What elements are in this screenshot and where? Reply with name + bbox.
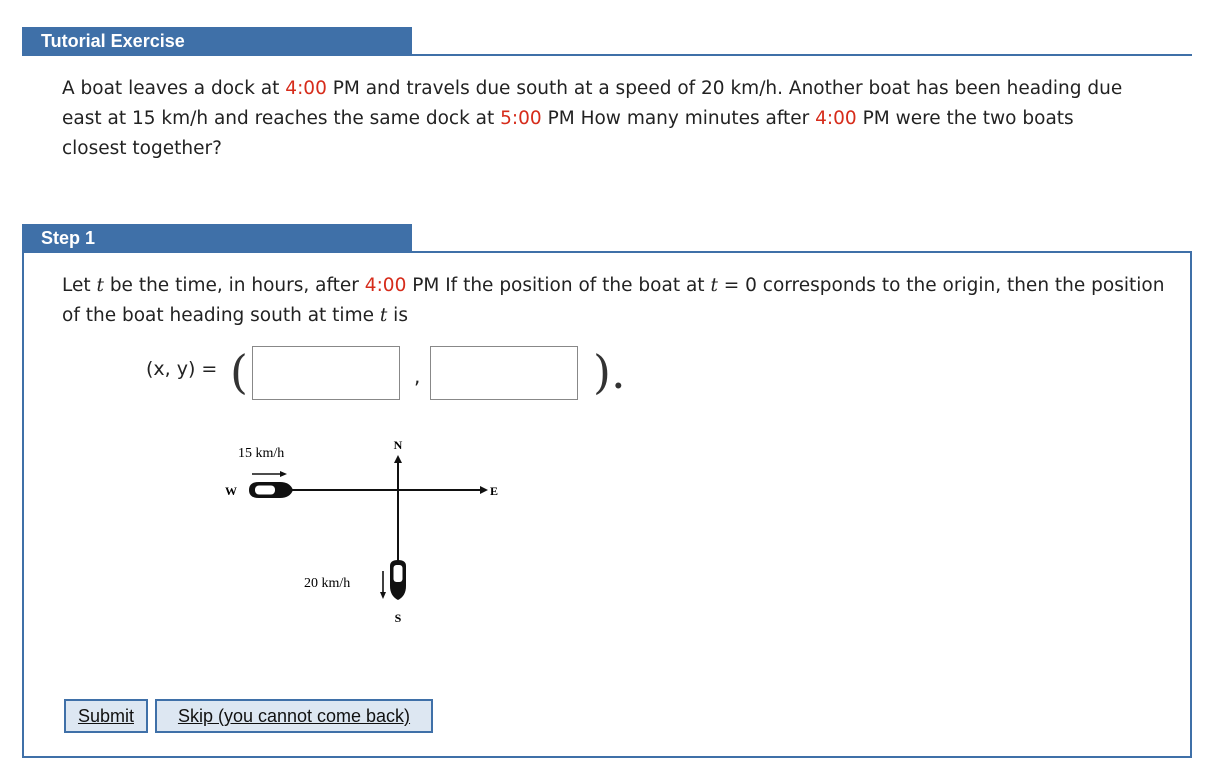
problem-text-4: PM were the two boats closest together? [62,108,1074,159]
x-answer-input[interactable] [252,346,400,400]
right-paren: ). [593,345,626,399]
south-speed-label: 20 km/h [304,576,351,591]
problem-text-2: PM and travels due south at a speed of 20 km/h. Another boat has been heading due east at 15 km/h and reaches the same dock at [62,78,1123,129]
south-motion-arrowhead [380,592,386,599]
east-boat-icon [249,482,293,498]
step-text-3: PM If the position of the boat at [406,275,711,296]
north-label: N [393,438,403,452]
y-answer-input[interactable] [430,346,578,400]
south-label: S [394,611,402,625]
left-paren: ( [230,345,248,399]
step-header-label: Step 1 [22,224,412,253]
equation-label: (x, y) = [146,358,218,380]
step-header [22,224,1192,253]
problem-statement [62,74,1142,164]
west-label: W [225,484,237,498]
south-boat-icon [390,560,406,600]
step-text-2: be the time, in hours, after [103,275,365,296]
problem-time-1: 4:00 [285,78,327,99]
step-text-5: is [387,305,408,326]
step-time: 4:00 [364,275,407,296]
north-arrowhead [394,455,402,463]
east-label: E [490,484,499,498]
problem-time-2: 5:00 [500,108,542,129]
step-statement [62,271,1172,331]
east-speed-label: 15 km/h [238,446,285,461]
problem-text-3: PM How many minutes after [541,108,816,129]
east-arrowhead [480,486,488,494]
east-motion-arrowhead [280,471,287,477]
problem-text-1: A boat leaves a dock at [62,78,286,99]
tutorial-header [22,27,1192,56]
step-text-1: Let [62,275,97,296]
problem-time-3: 4:00 [815,108,857,129]
submit-button[interactable]: Submit [64,699,148,733]
step-var-t2: t [710,275,718,296]
comma: , [414,364,421,388]
skip-button[interactable]: Skip (you cannot come back) [155,699,433,733]
step-var-t: t [96,275,104,296]
step-var-t3: t [379,305,388,326]
step-text-4: = 0 corresponds to the origin, then the position of the boat heading south at time [62,275,1165,326]
tutorial-header-label: Tutorial Exercise [22,27,412,56]
boats-diagram [222,436,502,636]
